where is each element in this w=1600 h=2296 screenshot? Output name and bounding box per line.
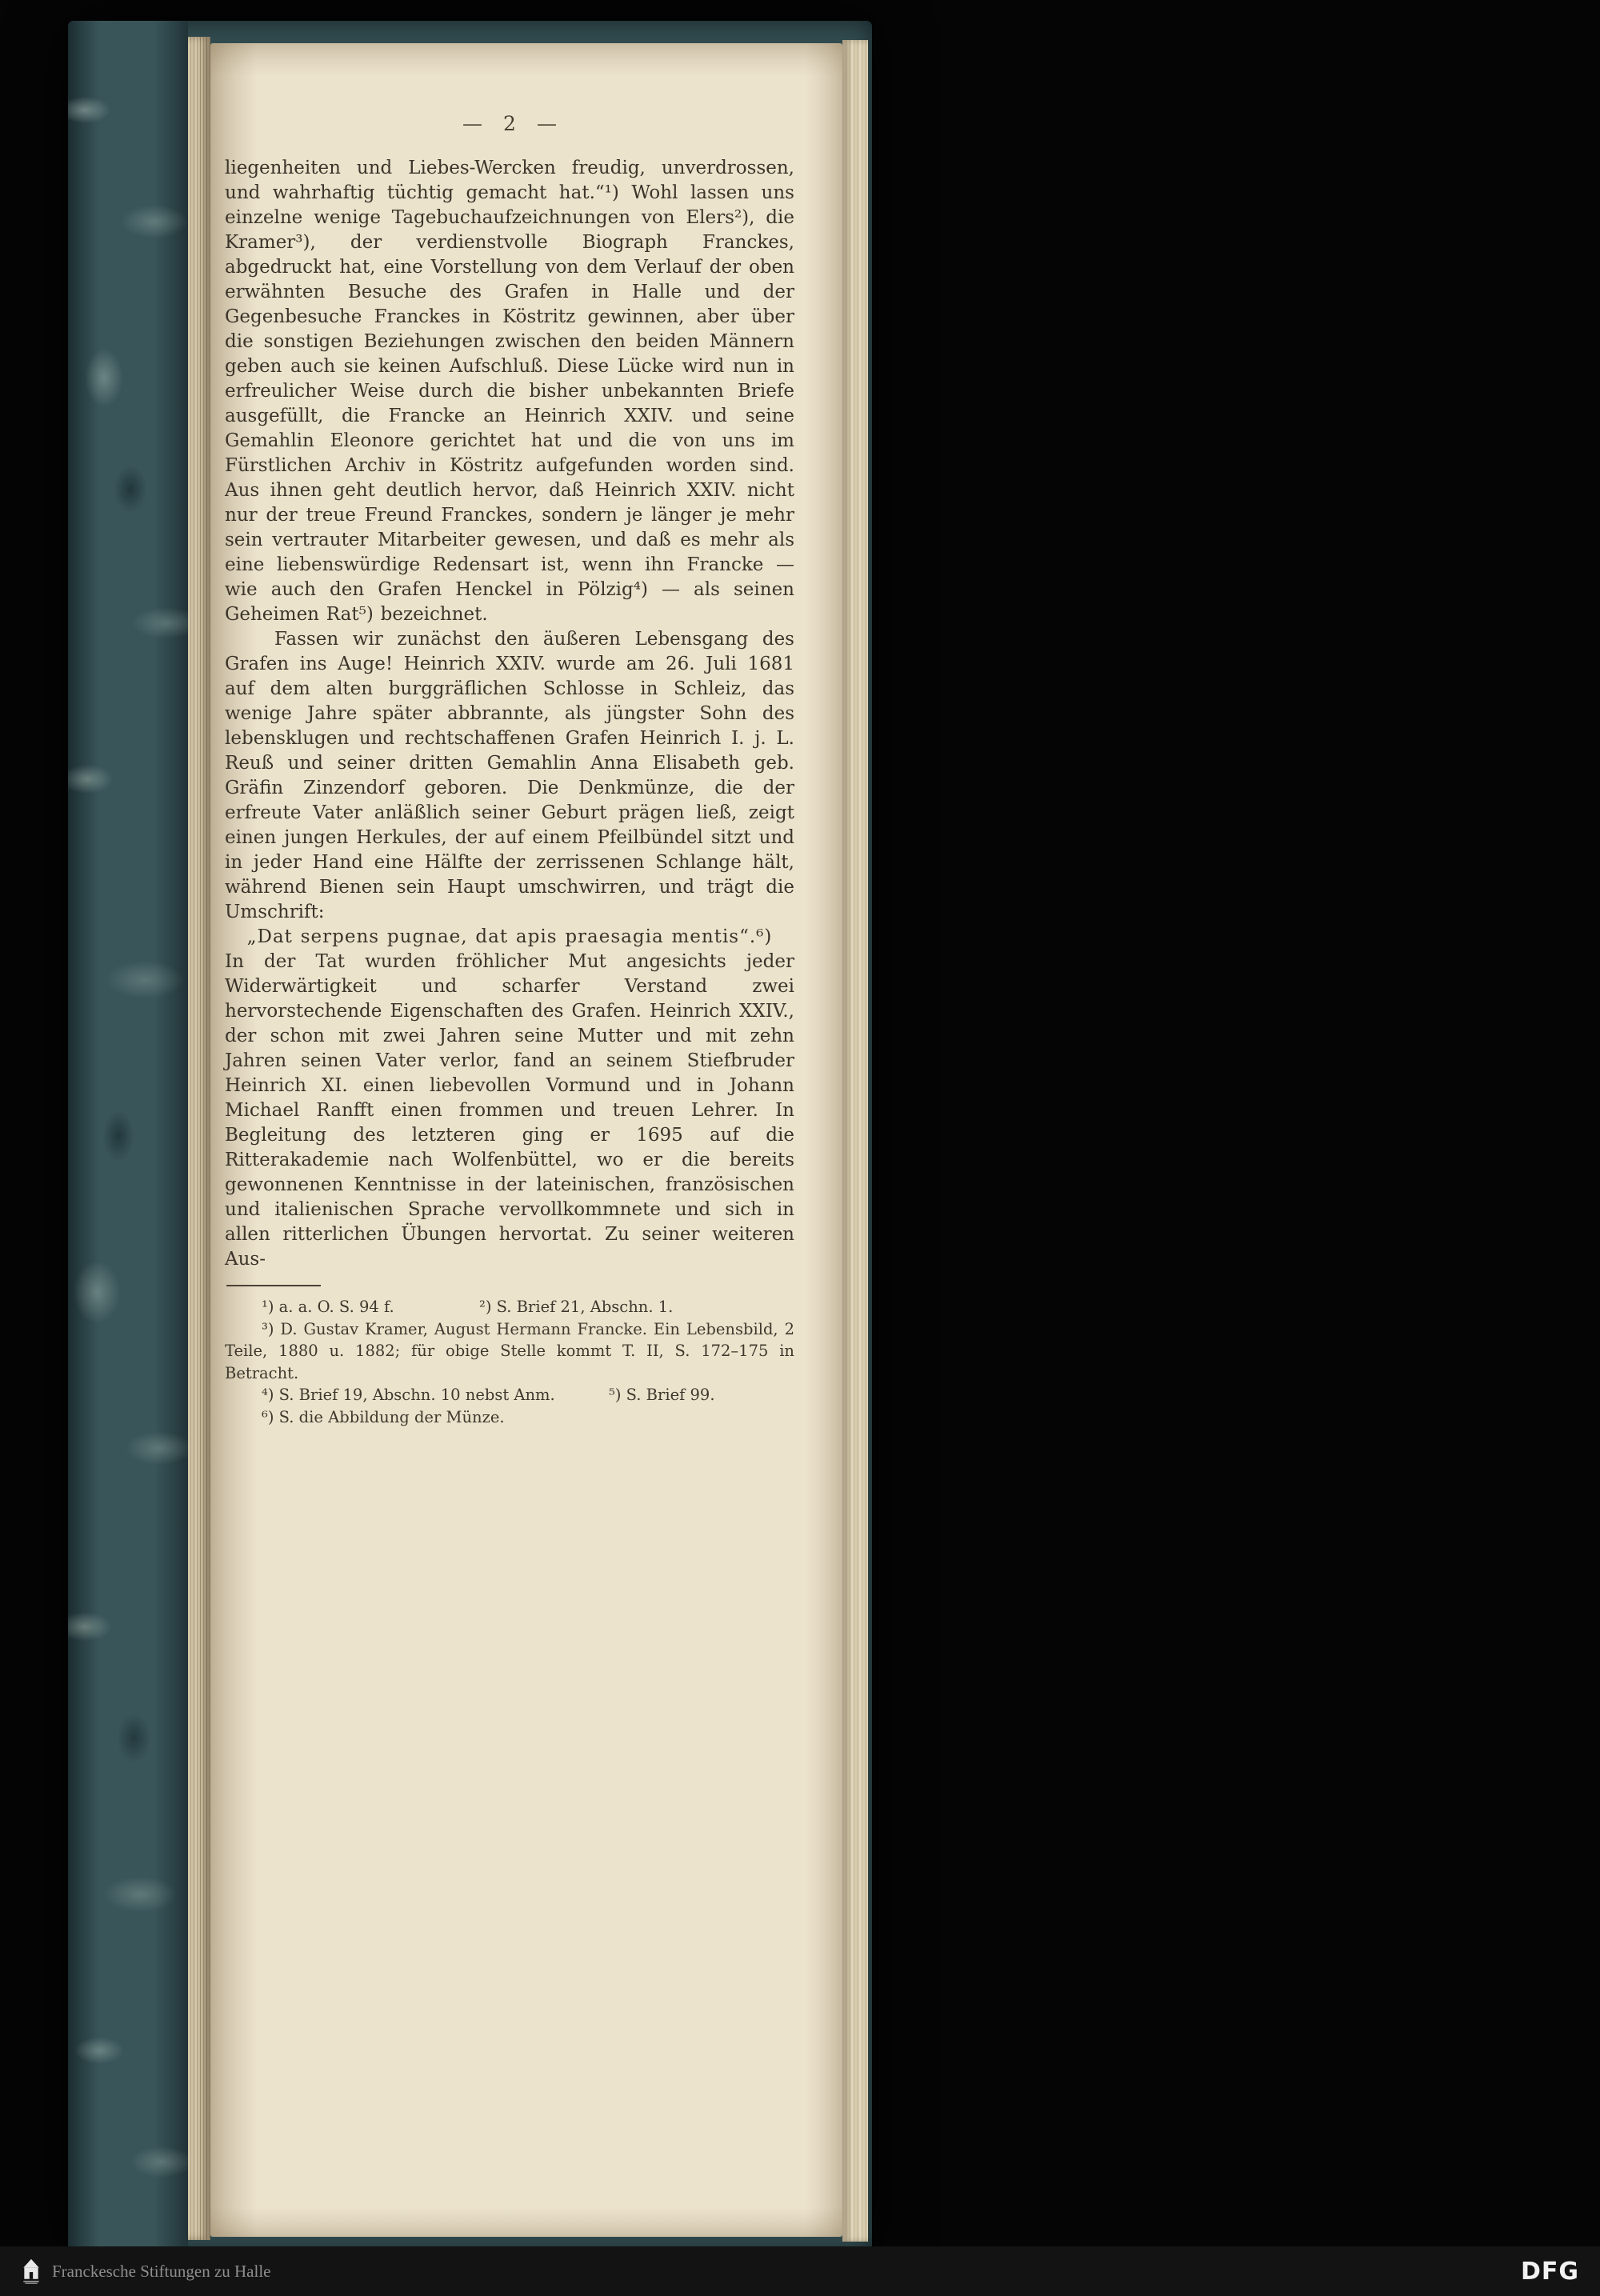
footnote-1: ¹) a. a. O. S. 94 f. [262,1298,394,1316]
paragraph-2: Fassen wir zunächst den äußeren Lebensgang des Grafen ins Auge! Heinrich XXIV. wurde am 26. Juli 1681 auf dem alten burggräflichen Schlosse in Schleiz, das wenige Jahre später abbrannte, als jüngster Sohn des lebensklugen und rechtschaffenen Grafen Heinrich I. j. L. Reuß und seiner dritten Gemahlin Anna Elisabeth geb. Gräfin Zinzendorf geboren. Die Denkmünze, die der erfreute Vater anläßlich seiner Geburt prägen ließ, zeigt einen jungen Herkules, der auf einem Pfeilbündel sitzt und in jeder Hand eine Hälfte der zerrissenen Schlange hält, während Bienen sein Haupt umschwirren, und trägt die Umschrift: [225,629,794,922]
page-edges-right [842,40,868,2242]
institution-brand[interactable] [21,2258,271,2285]
book-scan [68,21,872,2251]
latin-motto: „Dat serpens pugnae, dat apis praesagia mentis“.⁶) [246,926,773,947]
footnote-row-2 [225,1384,794,1406]
institution-label: Franckesche Stiftungen zu Halle [52,2261,271,2281]
marbled-cover [68,21,188,2251]
footnote-separator [226,1285,321,1286]
page-number-dash-left: — [462,112,483,135]
main-text [225,156,794,1272]
page-edges-gutter [188,37,210,2240]
footnote-3: ³) D. Gustav Kramer, August Hermann Francke. Ein Lebensbild, 2 Teile, 1880 u. 1882; für obige Stelle kommt T. II, S. 172–175 in Betracht. [225,1319,794,1382]
footnote-4: ⁴) S. Brief 19, Abschn. 10 nebst Anm. [262,1386,555,1404]
footnote-5: ⁵) S. Brief 99. [609,1386,715,1404]
dfg-logo[interactable]: DFG [1520,2257,1579,2286]
viewer-footer-bar [0,2246,1600,2296]
footnote-6: ⁶) S. die Abbildung der Münze. [262,1407,505,1426]
page-number-dash-right: — [536,112,557,135]
paper-page [210,43,842,2237]
footnotes [225,1296,794,1428]
page-content [225,43,794,1428]
franckesche-stiftungen-logo-icon [21,2258,42,2285]
paragraph-1: liegenheiten und Liebes-Wercken freudig, unverdrossen, und wahrhaftig tüchtig gemacht hat.“¹) Wohl lassen uns einzelne wenige Tagebuchaufzeichnungen von Elers²), die Kramer³), der verdienstvolle Biograph Franckes, abgedruckt hat, eine Vorstellung von dem Verlauf der oben erwähnten Besuche des Grafen in Halle und der Gegenbesuche Franckes in Köstritz gewinnen, aber über die sonstigen Beziehungen zwischen den beiden Männern geben auch sie keinen Aufschluß. Diese Lücke wird nun in erfreulicher Weise durch die bisher unbekannten Briefe ausgefüllt, die Francke an Heinrich XXIV. und seine Gemahlin Eleonore gerichtet hat und die von uns im Fürstlichen Archiv in Köstritz aufgefunden worden sind. Aus ihnen geht deutlich hervor, daß Heinrich XXIV. nicht nur der treue Freund Franckes, sondern je länger je mehr sein vertrauter Mitarbeiter gewesen, und daß es mehr als eine liebenswürdige Redensart ist, wenn ihn Francke — wie auch den Grafen Henckel in Pölzig⁴) — als seinen Geheimen Rat⁵) bezeichnet. [225,158,794,625]
page-number-value: 2 [503,112,516,135]
page-number [225,112,794,135]
footnote-row-1 [225,1296,794,1318]
footnote-2: ²) S. Brief 21, Abschn. 1. [479,1298,674,1316]
paragraph-3: In der Tat wurden fröhlicher Mut angesichts jeder Widerwärtigkeit und scharfer Verstand zwei hervorstechende Eigenschaften des Grafen. Heinrich XXIV., der schon mit zwei Jahren seine Mutter und mit zehn Jahren seinen Vater verlor, fand an seinem Stiefbruder Heinrich XI. einen liebevollen Vormund und in Johann Michael Ranfft einen frommen und treuen Lehrer. In Begleitung des letzteren ging er 1695 auf die Ritterakademie nach Wolfenbüttel, wo er die bereits gewonnenen Kenntnisse in der lateinischen, französischen und italienischen Sprache vervollkommnete und sich in allen ritterlichen Übungen hervortat. Zu seiner weiteren Aus- [225,951,794,1270]
